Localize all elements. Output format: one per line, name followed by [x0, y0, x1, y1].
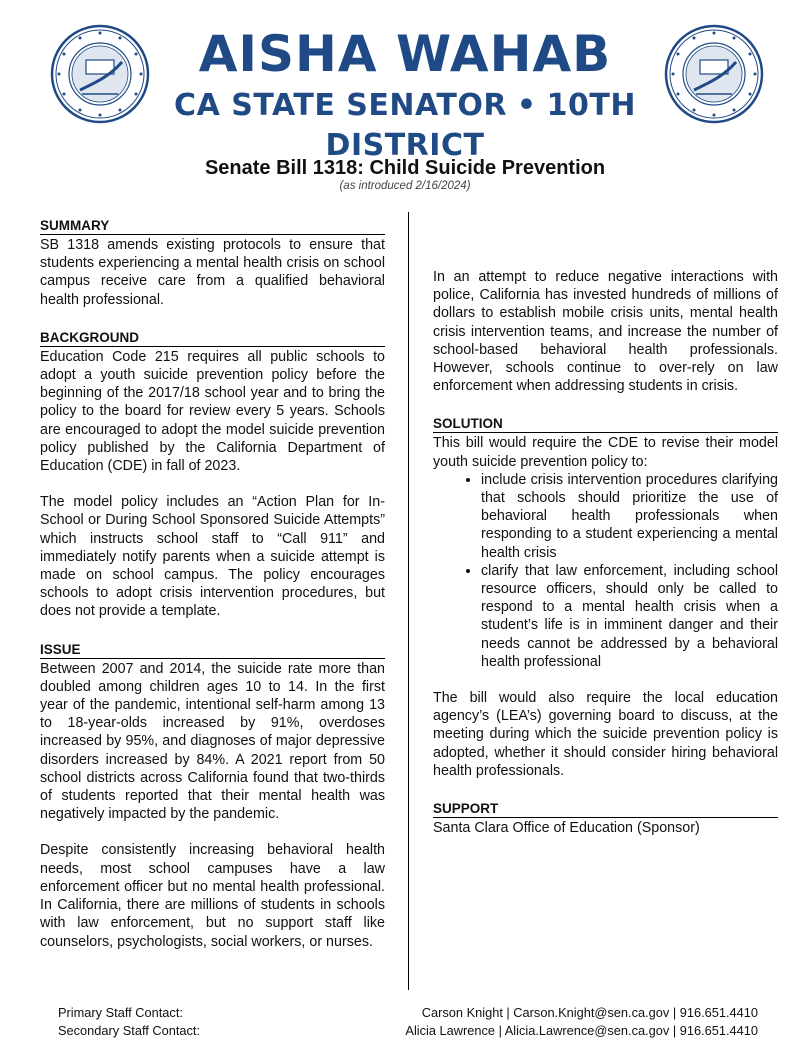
senator-subtitle — [160, 86, 650, 166]
primary-contact-label: Primary Staff Contact: — [58, 1005, 183, 1020]
right-column — [433, 215, 778, 855]
staff-contacts — [58, 1004, 758, 1039]
solution-list — [433, 471, 778, 671]
letterhead — [0, 0, 810, 163]
left-column — [40, 215, 385, 951]
background-heading: BACKGROUND — [40, 327, 385, 347]
list-item: • include crisis intervention procedures clarifying that schools should prioritize the use of behavioral health professionals when responding to a student experiencing a mental health crisis — [481, 471, 778, 562]
issue-paragraph: Between 2007 and 2014, the suicide rate more than doubled among children ages 10 to 14. In the first year of the pandemic, intentional self-harm among 13 to 18-year-olds increased by 91%, overdoses increased by 95%, and diagnoses of major depressive disorders increased by 84%. A 2021 report from 50 school districts across California found that two-thirds of students reported that their mental health was negatively impacted by the pandemic. — [40, 660, 385, 823]
background-paragraph: The model policy includes an “Action Plan for In-School or During School Sponsored Suicide Attempts” which instructs school staff to “Call 911” and immediately notify parents when a suicide attempt is made on school campus. The policy encourages schools to adopt crisis intervention procedures, but does not provide a template. — [40, 494, 385, 620]
introduced-date: (as introduced 2/16/2024) — [339, 180, 471, 192]
primary-contact-value: Carson Knight | Carson.Knight@sen.ca.gov | 916.651.4410 — [421, 1005, 758, 1020]
secondary-contact-row — [58, 1022, 758, 1040]
support-heading: SUPPORT — [433, 798, 778, 818]
solution-paragraph: The bill would also require the local education agency’s (LEA’s) governing board to discuss, at the meeting during which the suicide prevention policy is adopted, whether it should consider hiring behavioral health professionals. — [433, 690, 778, 779]
summary-heading: SUMMARY — [40, 215, 385, 235]
subtitle-separator: • — [516, 88, 537, 123]
summary-text: SB 1318 amends existing protocols to ensure that students experiencing a mental health crisis on school campus receive care from a qualified behavioral health professional. — [40, 237, 385, 308]
column-divider — [408, 212, 409, 990]
senate-seal-icon — [50, 24, 150, 124]
senate-seal-icon — [664, 24, 764, 124]
secondary-contact-label: Secondary Staff Contact: — [58, 1022, 201, 1038]
solution-intro: This bill would require the CDE to revise their model youth suicide prevention policy to: — [433, 435, 778, 470]
senator-office: CA STATE SENATOR — [174, 88, 507, 123]
background-paragraph: Education Code 215 requires all public schools to adopt a youth suicide prevention policy before the beginning of the 2017/18 school year and to bring the policy to the board for review every 5 years. Schools are encouraged to adopt the model suicide prevention policy published by the California Department of Education (CDE) in fall of 2023. — [40, 348, 385, 475]
primary-contact-row — [58, 1004, 758, 1022]
secondary-contact-value: Alicia Lawrence | Alicia.Lawrence@sen.ca.gov | 916.651.4410 — [405, 1022, 758, 1038]
issue-paragraph: In an attempt to reduce negative interactions with police, California has invested hundreds of millions of dollars to establish mobile crisis units, mental health crisis intervention teams, and increase the number of school-based behavioral health professionals. However, schools continue to over-rely on law enforcement when addressing students in crisis. — [433, 269, 778, 395]
column-continuation-space — [433, 215, 778, 268]
solution-heading: SOLUTION — [433, 413, 778, 433]
support-text: Santa Clara Office of Education (Sponsor) — [433, 820, 700, 837]
list-item: • clarify that law enforcement, including school resource officers, should only be called to respond to a mental health crisis when a student’s life is in imminent danger and their needs cannot be addressed by a behavioral health professional — [481, 562, 778, 671]
senator-district: 10TH DISTRICT — [325, 88, 636, 163]
senator-name: AISHA WAHAB — [198, 25, 612, 83]
bill-title: Senate Bill 1318: Child Suicide Prevention — [204, 157, 606, 179]
issue-paragraph: Despite consistently increasing behavioral health needs, most school campuses have a law enforcement officer but no mental health professional. In California, there are millions of students in schools with law enforcement, but no support staff like counselors, psychologists, social workers, or nurses. — [40, 842, 385, 950]
issue-heading: ISSUE — [40, 639, 385, 659]
